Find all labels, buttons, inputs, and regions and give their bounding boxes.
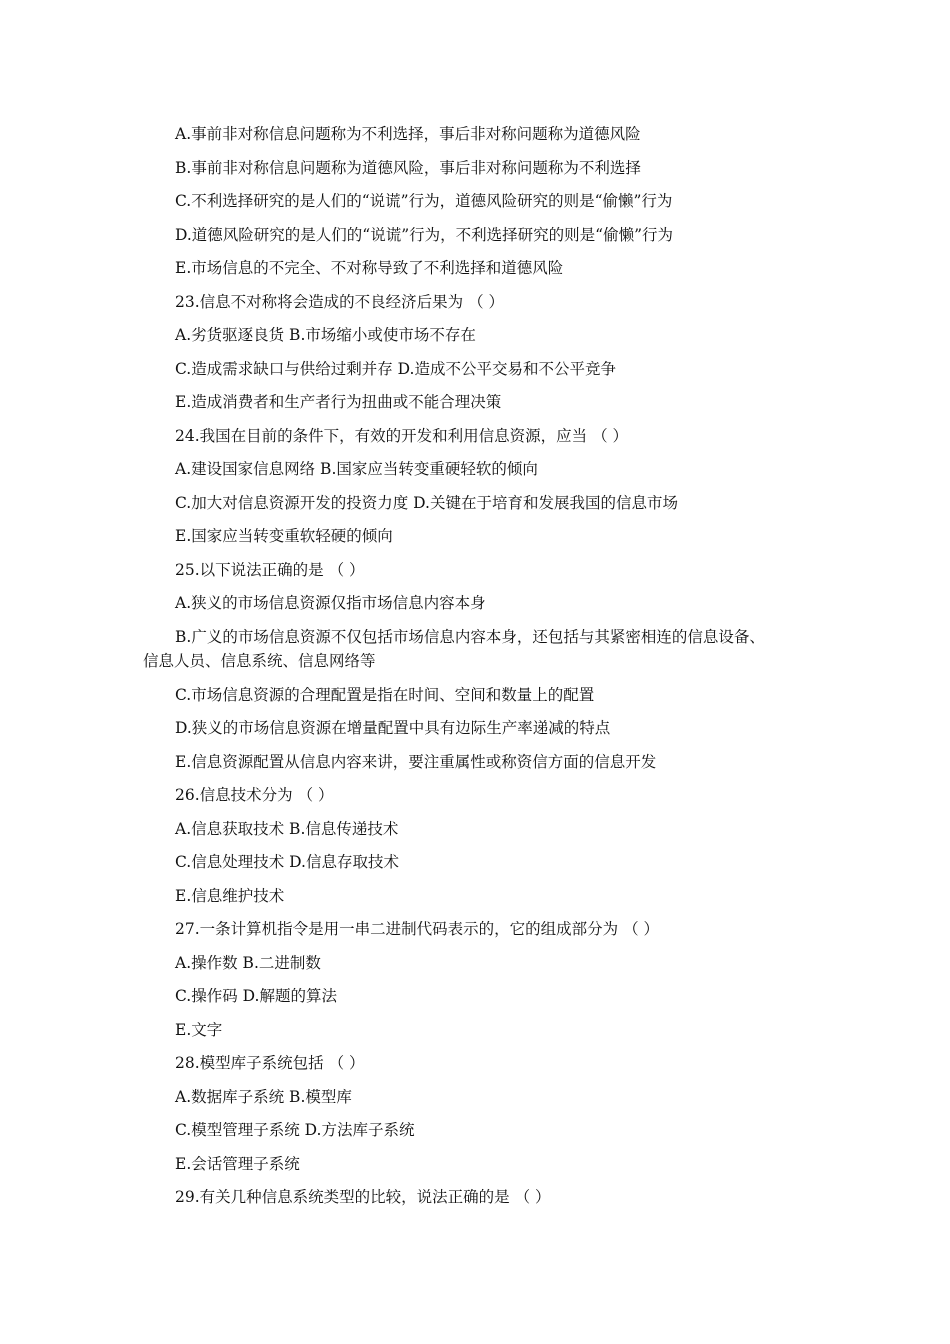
option-line: E.市场信息的不完全、不对称导致了不利选择和道德风险 — [175, 259, 564, 277]
question-line: 27.一条计算机指令是用一串二进制代码表示的，它的组成部分为 （ ） — [175, 920, 660, 938]
option-line: A.建设国家信息网络 B.国家应当转变重硬轻软的倾向 — [175, 460, 538, 478]
option-line: D.狭义的市场信息资源在增量配置中具有边际生产率递减的特点 — [175, 719, 611, 737]
question-line: 24.我国在目前的条件下，有效的开发和利用信息资源，应当 （ ） — [175, 426, 629, 445]
question-text — [143, 118, 823, 1215]
option-line: A.狭义的市场信息资源仅指市场信息内容本身 — [175, 594, 486, 612]
option-line-continuation: 信息人员、信息系统、信息网络等 — [143, 652, 376, 670]
option-line: A.劣货驱逐良货 B.市场缩小或使市场不存在 — [175, 326, 476, 344]
option-line: C.不利选择研究的是人们的“说谎”行为，道德风险研究的则是“偷懒”行为 — [175, 192, 673, 210]
option-line: B.事前非对称信息问题称为道德风险，事后非对称问题称为不利选择 — [175, 158, 641, 177]
question-line: 29.有关几种信息系统类型的比较，说法正确的是 （ ） — [175, 1188, 551, 1206]
option-line: C.操作码 D.解题的算法 — [175, 987, 337, 1005]
option-line: C.信息处理技术 D.信息存取技术 — [175, 853, 399, 871]
option-line: E.信息维护技术 — [175, 886, 285, 905]
question-line: 26.信息技术分为 （ ） — [175, 786, 334, 804]
option-line: D.道德风险研究的是人们的“说谎”行为，不利选择研究的则是“偷懒”行为 — [175, 225, 674, 244]
option-line: C.模型管理子系统 D.方法库子系统 — [175, 1121, 415, 1139]
option-line: A.操作数 B.二进制数 — [175, 953, 321, 972]
question-line: 23.信息不对称将会造成的不良经济后果为 （ ） — [175, 292, 505, 311]
question-line: 28.模型库子系统包括 （ ） — [175, 1054, 365, 1072]
option-line: E.会话管理子系统 — [175, 1154, 300, 1173]
option-line: E.国家应当转变重软轻硬的倾向 — [175, 527, 393, 545]
option-line: E.造成消费者和生产者行为扭曲或不能合理决策 — [175, 393, 502, 411]
option-line: C.市场信息资源的合理配置是指在时间、空间和数量上的配置 — [175, 685, 595, 704]
question-line: 25.以下说法正确的是 （ ） — [175, 560, 365, 579]
option-line: C.加大对信息资源开发的投资力度 D.关键在于培育和发展我国的信息市场 — [175, 493, 678, 512]
option-line: A.数据库子系统 B.模型库 — [175, 1087, 352, 1106]
option-line: C.造成需求缺口与供给过剩并存 D.造成不公平交易和不公平竞争 — [175, 359, 616, 378]
option-line: E.文字 — [175, 1020, 223, 1039]
option-line: A.信息获取技术 B.信息传递技术 — [175, 819, 399, 838]
option-line: E.信息资源配置从信息内容来讲，要注重属性或称资信方面的信息开发 — [175, 752, 657, 771]
option-line: B.广义的市场信息资源不仅包括市场信息内容本身，还包括与其紧密相连的信息设备、 — [175, 627, 765, 646]
option-line: A.事前非对称信息问题称为不利选择，事后非对称问题称为道德风险 — [175, 125, 641, 143]
